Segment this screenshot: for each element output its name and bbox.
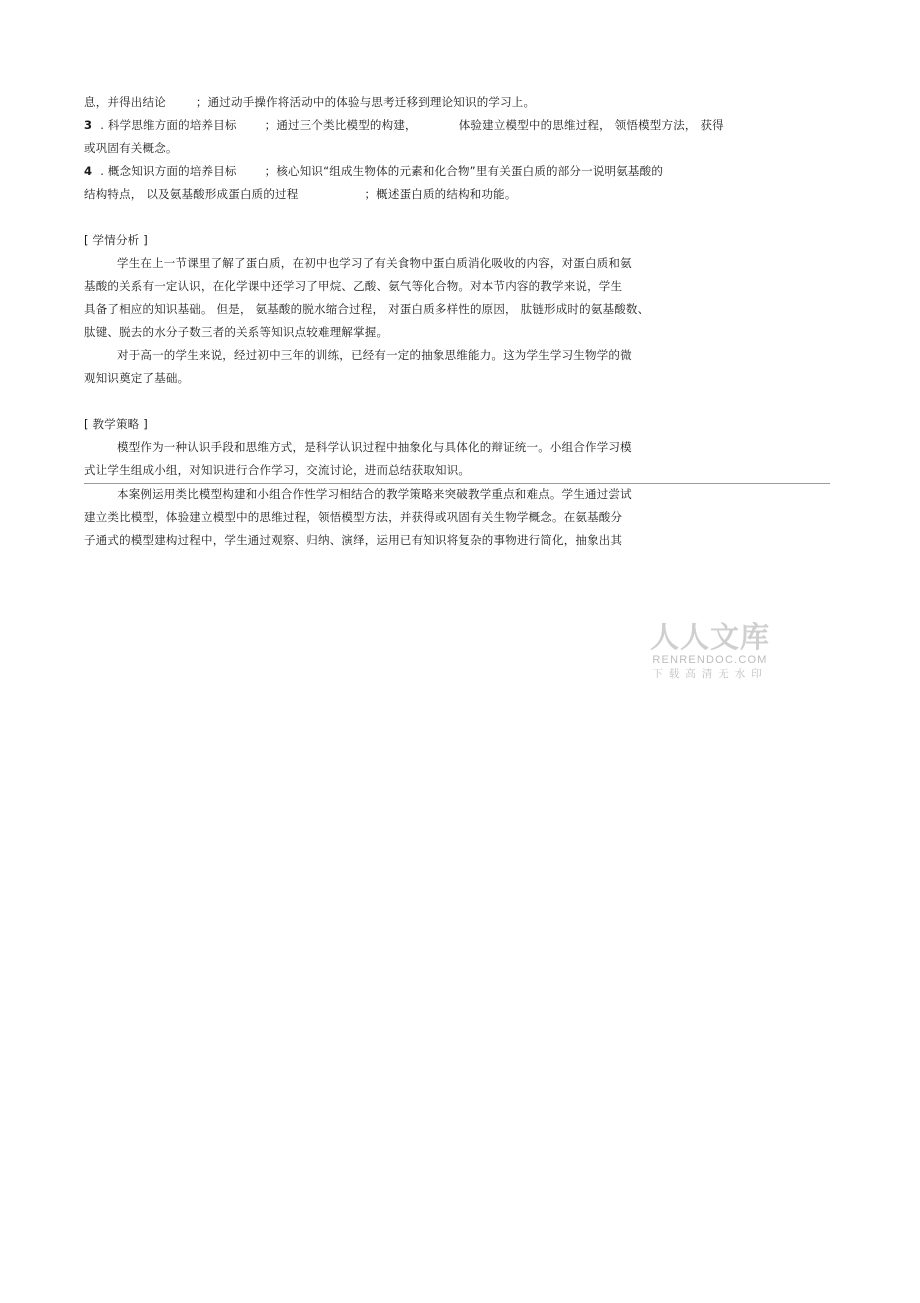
text-line (84, 140, 178, 156)
text-segment: ；通过动手操作将活动中的体验与思考迁移到理论知识的学习上。 (195, 95, 536, 109)
text-segment: ；概述蛋白质的结构和功能。 (364, 187, 517, 201)
paragraph-line: 模型作为一种认识手段和思维方式，是科学认识过程中抽象化与具体化的辩证统一。小组合作学习模 (117, 440, 632, 454)
paragraph-line: 基酸的关系有一定认识，在化学课中还学习了甲烷、乙酸、氨气等化合物。对本节内容的教学来说，学生 (84, 279, 623, 293)
text-line (84, 94, 535, 110)
list-number: 3 (84, 118, 93, 132)
text-line (84, 117, 724, 133)
text-segment: ；核心知识“组成生物体的元素和化合物”里有关蛋白质的部分一说明氨基酸的 (264, 164, 664, 178)
text-segment: 或巩固有关概念。 (84, 141, 178, 155)
text-segment: 体验建立模型中的思维过程， 领悟模型方法， 获得 (458, 118, 724, 132)
watermark-title: 人人文库 (649, 620, 770, 654)
list-number: 4 (84, 164, 93, 178)
text-segment: 息，并得出结论 (84, 95, 166, 109)
text-segment: 结构特点， 以及氨基酸形成蛋白质的过程 (84, 187, 299, 201)
watermark-logo (648, 620, 772, 682)
text-segment: ；通过三个类比模型的构建， (264, 118, 417, 132)
paragraph-line: 具备了相应的知识基础。 但是， 氨基酸的脱水缩合过程， 对蛋白质多样性的原因， 肽链形成时的氨基酸数、 (84, 302, 650, 316)
watermark-subtitle: 下载高清无水印 (652, 668, 768, 680)
text-segment: . 科学思维方面的培养目标 (100, 118, 237, 132)
paragraph-line: 建立类比模型，体验建立模型中的思维过程，领悟模型方法，并获得或巩固有关生物学概念。在氨基酸分 (84, 510, 623, 524)
paragraph-line: 学生在上一节课里了解了蛋白质，在初中也学习了有关食物中蛋白质消化吸收的内容，对蛋白质和氨 (117, 256, 632, 270)
text-line (84, 163, 663, 179)
page-divider (84, 483, 830, 484)
paragraph-line: 式让学生组成小组，对知识进行合作学习，交流讨论，进而总结获取知识。 (84, 463, 471, 477)
paragraph-line: 观知识奠定了基础。 (84, 371, 190, 385)
paragraph-line: 本案例运用类比模型构建和小组合作性学习相结合的教学策略来突破教学重点和难点。学生通过尝试 (117, 487, 632, 501)
paragraph-line: 子通式的模型建构过程中，学生通过观察、归纳、演绎，运用已有知识将复杂的事物进行简化，抽象出其 (84, 533, 623, 547)
section-heading: [ 学情分析 ] (84, 233, 148, 247)
section-heading: [ 教学策略 ] (84, 417, 148, 431)
watermark-url: RENRENDOC.COM (652, 654, 768, 666)
text-segment: . 概念知识方面的培养目标 (100, 164, 237, 178)
paragraph-line: 对于高一的学生来说，经过初中三年的训练，已经有一定的抽象思维能力。这为学生学习生物学的微 (117, 348, 632, 362)
text-line (84, 186, 517, 202)
paragraph-line: 肽键、脱去的水分子数三者的关系等知识点较难理解掌握。 (84, 325, 389, 339)
